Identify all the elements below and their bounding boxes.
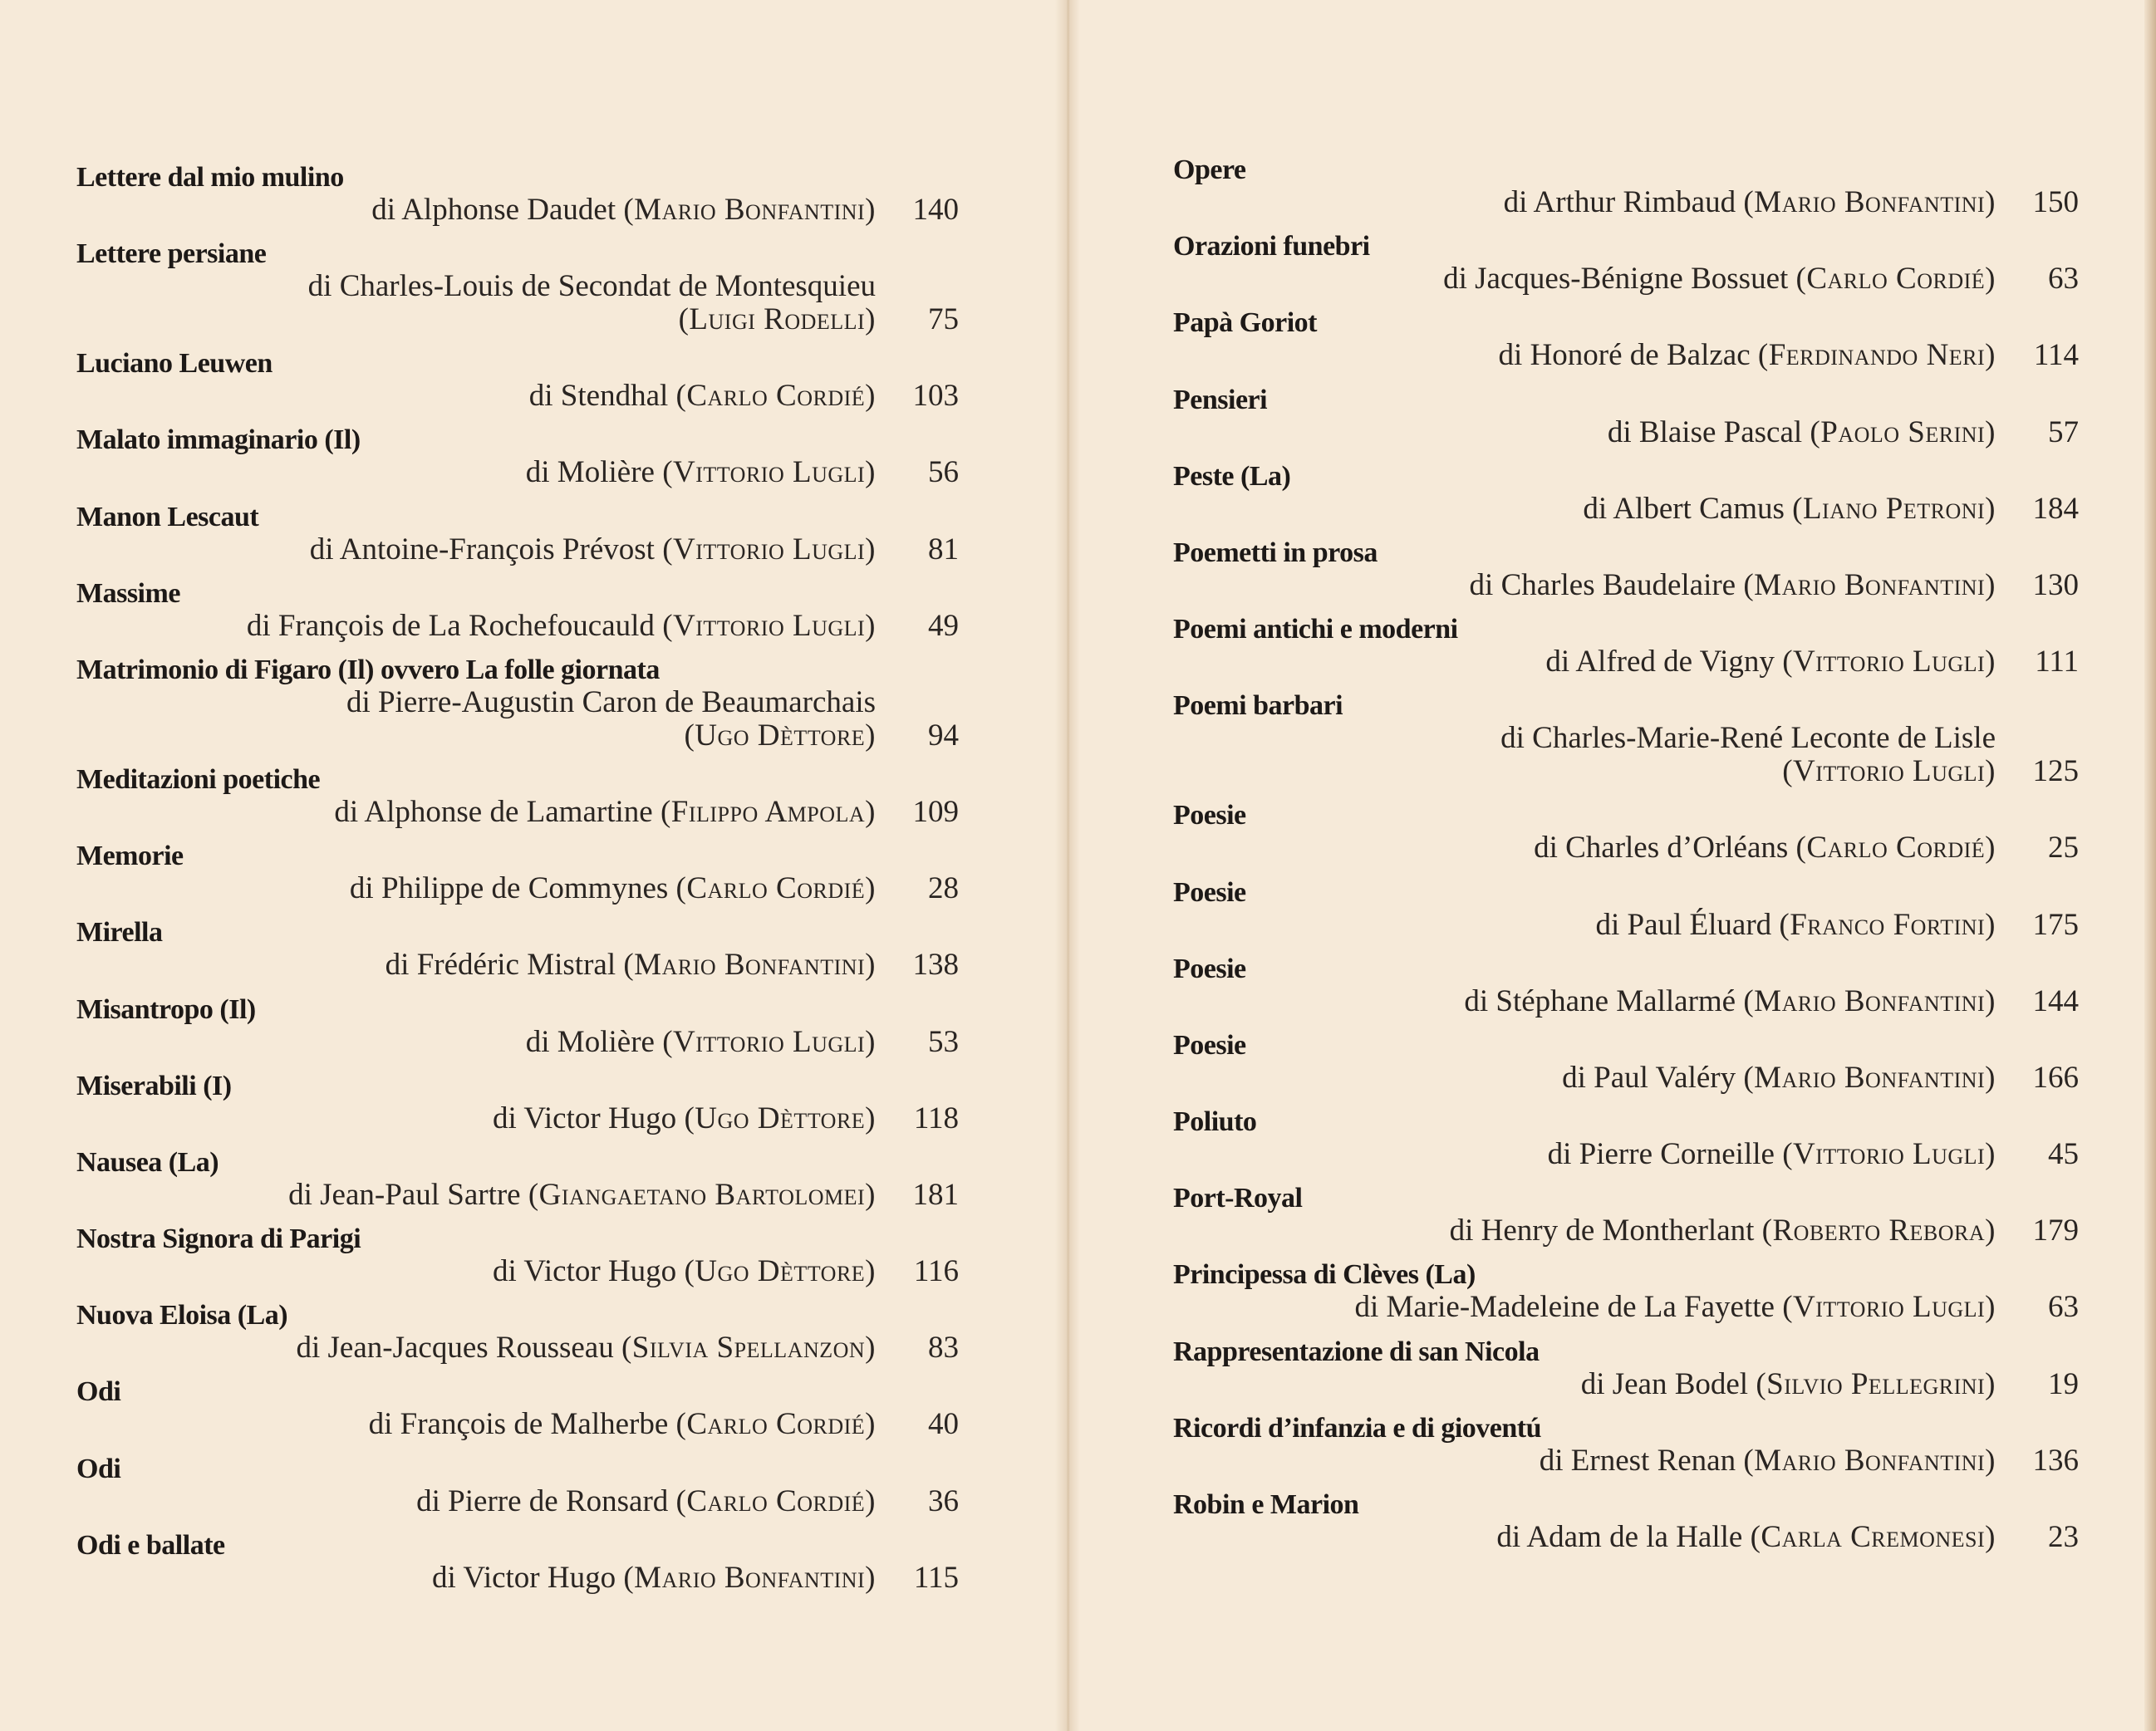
entry-author: di Pierre de Ronsard bbox=[416, 1483, 669, 1518]
entry-translator: (Ferdinando Neri) bbox=[1757, 338, 1996, 373]
entry-page: 23 bbox=[2048, 1520, 2079, 1554]
entry-author: di Molière bbox=[525, 455, 655, 490]
entry-translator: (Carla Cremonesi) bbox=[1750, 1520, 1996, 1554]
entry-translator: (Vittorio Lugli) bbox=[1782, 1290, 1996, 1325]
entry-title: Miserabili (I) bbox=[76, 1070, 232, 1101]
entry-author: di Jean-Paul Sartre bbox=[288, 1177, 521, 1212]
entry-title: Poemi antichi e moderni bbox=[1173, 614, 1458, 645]
entry-page: 111 bbox=[2035, 645, 2079, 679]
entry-page: 94 bbox=[928, 718, 959, 753]
book-gutter bbox=[1055, 0, 1080, 1731]
entry-translator: (Carlo Cordié) bbox=[675, 1407, 876, 1442]
entry-page: 81 bbox=[928, 532, 959, 566]
entry-title: Poesie bbox=[1173, 1029, 1246, 1061]
entry-author: di François de Malherbe bbox=[368, 1407, 669, 1442]
index-entry bbox=[76, 1530, 959, 1606]
entry-title: Robin e Marion bbox=[1173, 1489, 1359, 1520]
index-entry bbox=[1173, 614, 2079, 690]
entry-page: 28 bbox=[928, 871, 959, 906]
entry-author: di François de La Rochefoucauld bbox=[246, 608, 655, 643]
entry-translator: (Mario Bonfantini) bbox=[623, 193, 876, 227]
entry-author: di Stendhal bbox=[528, 379, 669, 414]
index-entry bbox=[1173, 1106, 2079, 1183]
entry-translator: (Vittorio Lugli) bbox=[662, 1024, 876, 1059]
entry-page: 116 bbox=[913, 1254, 959, 1289]
entry-author: di Pierre Corneille bbox=[1547, 1137, 1775, 1172]
entry-page: 56 bbox=[928, 455, 959, 490]
index-entry bbox=[1173, 1259, 2079, 1336]
index-entry bbox=[1173, 1030, 2079, 1106]
entry-author: di Paul Éluard bbox=[1595, 907, 1772, 942]
entry-translator: (Ugo Dèttore) bbox=[684, 718, 876, 753]
entry-title: Rappresentazione di san Nicola bbox=[1173, 1336, 1540, 1367]
entry-title: Nostra Signora di Parigi bbox=[76, 1223, 361, 1255]
entry-author: di Charles d’Orléans bbox=[1534, 831, 1789, 866]
entry-title: Manon Lescaut bbox=[76, 501, 259, 532]
entry-title: Lettere dal mio mulino bbox=[76, 162, 344, 193]
entry-page: 53 bbox=[928, 1024, 959, 1059]
entry-title: Peste (La) bbox=[1173, 460, 1291, 492]
entry-title: Pensieri bbox=[1173, 384, 1268, 415]
entry-author: di Frédéric Mistral bbox=[385, 948, 616, 983]
entry-page: 45 bbox=[2048, 1137, 2079, 1172]
entry-page: 179 bbox=[2032, 1214, 2079, 1248]
right-index-list bbox=[1173, 154, 2079, 1566]
entry-translator: (Mario Bonfantini) bbox=[1743, 1443, 1996, 1478]
entry-page: 57 bbox=[2048, 414, 2079, 449]
entry-title: Ricordi d’infanzia e di gioventú bbox=[1173, 1412, 1542, 1444]
index-entry bbox=[76, 917, 959, 993]
entry-translator: (Carlo Cordié) bbox=[1795, 831, 1996, 866]
index-entry bbox=[1173, 800, 2079, 876]
entry-title: Principessa di Clèves (La) bbox=[1173, 1259, 1476, 1291]
index-entry bbox=[76, 1376, 959, 1453]
entry-author: di Charles-Marie-René Leconte de Lisle bbox=[1500, 721, 1996, 756]
index-entry bbox=[1173, 537, 2079, 614]
entry-title: Misantropo (Il) bbox=[76, 993, 256, 1025]
index-entry bbox=[1173, 1489, 2079, 1566]
index-entry bbox=[76, 764, 959, 841]
index-entry bbox=[1173, 385, 2079, 461]
index-entry bbox=[76, 238, 959, 348]
index-entry bbox=[76, 1223, 959, 1300]
entry-author: di Adam de la Halle bbox=[1496, 1520, 1743, 1554]
entry-translator: (Mario Bonfantini) bbox=[1743, 1060, 1996, 1095]
index-entry bbox=[1173, 231, 2079, 307]
entry-translator: (Silvia Spellanzon) bbox=[621, 1331, 876, 1366]
index-entry bbox=[1173, 877, 2079, 954]
entry-title: Opere bbox=[1173, 154, 1246, 185]
entry-title: Poesie bbox=[1173, 800, 1246, 831]
entry-title: Poemetti in prosa bbox=[1173, 537, 1378, 568]
index-entry bbox=[1173, 1336, 2079, 1413]
entry-author: di Alphonse de Lamartine bbox=[334, 794, 653, 829]
entry-title: Poemi barbari bbox=[1173, 690, 1343, 722]
entry-author: di Charles Baudelaire bbox=[1469, 567, 1736, 602]
index-entry bbox=[1173, 1413, 2079, 1489]
entry-page: 136 bbox=[2032, 1443, 2079, 1478]
entry-title: Nuova Eloisa (La) bbox=[76, 1300, 288, 1331]
entry-author: di Paul Valéry bbox=[1562, 1060, 1736, 1095]
entry-page: 175 bbox=[2032, 907, 2079, 942]
entry-title: Port-Royal bbox=[1173, 1183, 1303, 1214]
entry-author: di Pierre-Augustin Caron de Beaumarchais bbox=[346, 684, 876, 719]
entry-page: 125 bbox=[2032, 754, 2079, 789]
entry-title: Mirella bbox=[76, 917, 163, 949]
entry-translator: (Vittorio Lugli) bbox=[1782, 1137, 1996, 1172]
entry-translator: (Carlo Cordié) bbox=[1795, 262, 1996, 297]
index-entry bbox=[76, 348, 959, 424]
entry-title: Odi bbox=[76, 1453, 121, 1484]
entry-translator: (Liano Petroni) bbox=[1792, 491, 1996, 526]
entry-page: 36 bbox=[928, 1483, 959, 1518]
entry-title: Meditazioni poetiche bbox=[76, 763, 321, 795]
entry-page: 40 bbox=[928, 1407, 959, 1442]
entry-page: 63 bbox=[2048, 1290, 2079, 1325]
entry-author: di Jean-Jacques Rousseau bbox=[296, 1331, 614, 1366]
entry-author: di Jean Bodel bbox=[1580, 1366, 1749, 1401]
entry-translator: (Vittorio Lugli) bbox=[1782, 754, 1996, 789]
entry-title: Papà Goriot bbox=[1173, 307, 1317, 339]
index-entry bbox=[1173, 954, 2079, 1030]
entry-title: Massime bbox=[76, 577, 180, 609]
index-entry bbox=[76, 424, 959, 501]
entry-translator: (Mario Bonfantini) bbox=[623, 1560, 876, 1595]
entry-page: 181 bbox=[912, 1177, 959, 1212]
entry-author: di Stéphane Mallarmé bbox=[1464, 983, 1736, 1018]
entry-translator: (Mario Bonfantini) bbox=[1743, 185, 1996, 219]
entry-page: 83 bbox=[928, 1331, 959, 1366]
index-entry bbox=[76, 578, 959, 655]
entry-translator: (Carlo Cordié) bbox=[675, 379, 876, 414]
index-entry bbox=[76, 1147, 959, 1223]
index-entry bbox=[76, 841, 959, 917]
entry-translator: (Carlo Cordié) bbox=[675, 871, 876, 906]
entry-page: 114 bbox=[2033, 338, 2079, 373]
entry-page: 184 bbox=[2032, 491, 2079, 526]
entry-translator: (Mario Bonfantini) bbox=[623, 948, 876, 983]
page-edge bbox=[2144, 0, 2156, 1731]
entry-page: 75 bbox=[928, 302, 959, 337]
entry-author: di Albert Camus bbox=[1583, 491, 1785, 526]
entry-page: 140 bbox=[912, 193, 959, 227]
entry-page: 49 bbox=[928, 608, 959, 643]
entry-translator: (Vittorio Lugli) bbox=[662, 608, 876, 643]
entry-translator: (Ugo Dèttore) bbox=[684, 1254, 876, 1289]
entry-title: Poesie bbox=[1173, 953, 1246, 984]
index-entry bbox=[1173, 1183, 2079, 1259]
entry-translator: (Vittorio Lugli) bbox=[662, 532, 876, 566]
entry-title: Orazioni funebri bbox=[1173, 231, 1370, 262]
entry-author: di Honoré de Balzac bbox=[1498, 338, 1751, 373]
entry-title: Nausea (La) bbox=[76, 1146, 219, 1178]
entry-page: 166 bbox=[2032, 1060, 2079, 1095]
entry-translator: (Paolo Serini) bbox=[1810, 414, 1996, 449]
entry-title: Matrimonio di Figaro (Il) ovvero La folle giornata bbox=[76, 654, 660, 685]
entry-page: 63 bbox=[2048, 262, 2079, 297]
index-entry bbox=[76, 1454, 959, 1530]
index-entry bbox=[76, 994, 959, 1071]
entry-translator: (Silvio Pellegrini) bbox=[1756, 1366, 1996, 1401]
entry-translator: (Carlo Cordié) bbox=[675, 1483, 876, 1518]
entry-page: 144 bbox=[2032, 983, 2079, 1018]
entry-page: 138 bbox=[912, 948, 959, 983]
entry-author: di Henry de Montherlant bbox=[1449, 1214, 1755, 1248]
entry-translator: (Filippo Ampola) bbox=[660, 794, 876, 829]
entry-title: Luciano Leuwen bbox=[76, 348, 273, 380]
index-entry bbox=[76, 655, 959, 764]
entry-translator: (Franco Fortini) bbox=[1779, 907, 1996, 942]
entry-author: di Marie-Madeleine de La Fayette bbox=[1354, 1290, 1775, 1325]
entry-author: di Victor Hugo bbox=[431, 1560, 616, 1595]
entry-translator: (Mario Bonfantini) bbox=[1743, 983, 1996, 1018]
entry-page: 103 bbox=[912, 379, 959, 414]
entry-author: di Arthur Rimbaud bbox=[1503, 185, 1736, 219]
index-entry bbox=[1173, 690, 2079, 800]
entry-title: Odi e ballate bbox=[76, 1529, 225, 1561]
entry-author: di Charles-Louis de Secondat de Montesquieu bbox=[307, 269, 876, 304]
entry-title: Poliuto bbox=[1173, 1106, 1257, 1138]
entry-author: di Jacques-Bénigne Bossuet bbox=[1443, 262, 1789, 297]
index-entry bbox=[76, 1071, 959, 1147]
entry-title: Malato immaginario (Il) bbox=[76, 424, 361, 456]
index-entry bbox=[1173, 461, 2079, 537]
entry-translator: (Luigi Rodelli) bbox=[678, 302, 876, 337]
entry-author: di Philippe de Commynes bbox=[349, 871, 669, 906]
entry-page: 130 bbox=[2032, 567, 2079, 602]
entry-author: di Victor Hugo bbox=[493, 1254, 677, 1289]
entry-title: Memorie bbox=[76, 841, 184, 872]
entry-translator: (Roberto Rebora) bbox=[1761, 1214, 1996, 1248]
entry-page: 25 bbox=[2048, 831, 2079, 866]
index-entry bbox=[76, 162, 959, 238]
entry-translator: (Mario Bonfantini) bbox=[1743, 567, 1996, 602]
entry-page: 109 bbox=[912, 794, 959, 829]
index-entry bbox=[1173, 154, 2079, 231]
entry-author: di Ernest Renan bbox=[1539, 1443, 1736, 1478]
entry-author: di Alphonse Daudet bbox=[371, 193, 616, 227]
entry-translator: (Vittorio Lugli) bbox=[1782, 645, 1996, 679]
entry-page: 19 bbox=[2048, 1366, 2079, 1401]
index-entry bbox=[76, 1300, 959, 1376]
left-index-list bbox=[76, 162, 959, 1606]
entry-page: 150 bbox=[2032, 185, 2079, 219]
entry-page: 118 bbox=[913, 1101, 959, 1135]
entry-translator: (Vittorio Lugli) bbox=[662, 455, 876, 490]
index-entry bbox=[76, 502, 959, 578]
entry-author: di Molière bbox=[525, 1024, 655, 1059]
entry-title: Lettere persiane bbox=[76, 238, 267, 270]
entry-author: di Antoine-François Prévost bbox=[309, 532, 655, 566]
entry-translator: (Ugo Dèttore) bbox=[684, 1101, 876, 1135]
entry-translator: (Giangaetano Bartolomei) bbox=[528, 1177, 876, 1212]
entry-author: di Victor Hugo bbox=[493, 1101, 677, 1135]
entry-title: Odi bbox=[76, 1376, 121, 1408]
entry-page: 115 bbox=[913, 1560, 959, 1595]
entry-author: di Alfred de Vigny bbox=[1545, 645, 1775, 679]
entry-title: Poesie bbox=[1173, 876, 1246, 908]
entry-author: di Blaise Pascal bbox=[1607, 414, 1803, 449]
index-entry bbox=[1173, 307, 2079, 384]
